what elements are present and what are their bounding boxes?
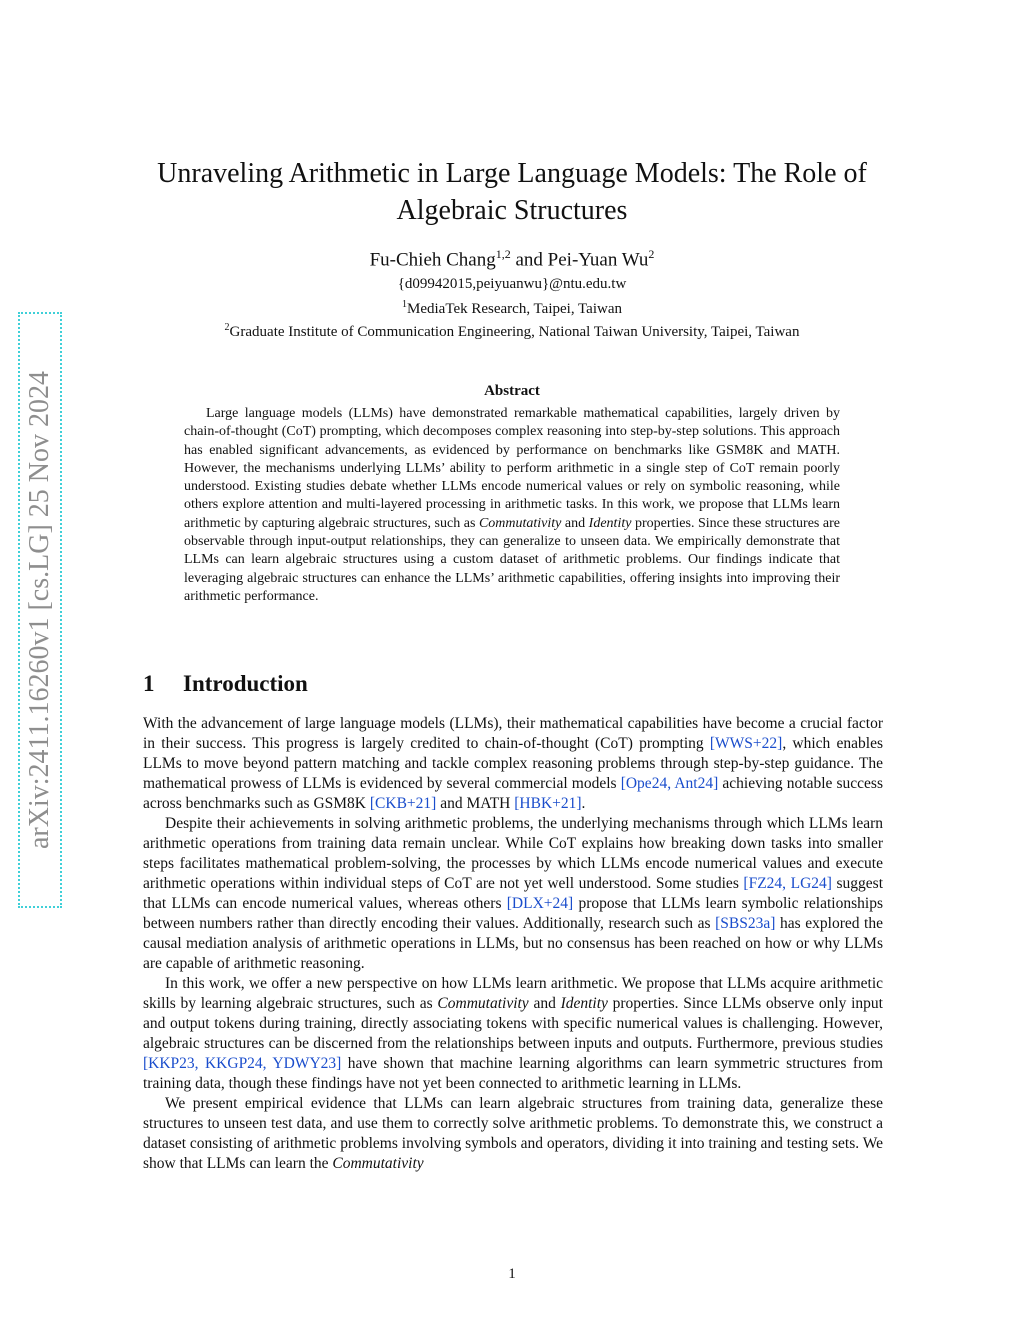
paragraph-text: Despite their achievements in solving arithmetic problems, the underlying mechanisms through which LLMs learn arithmetic operations from training data remain unclear. While CoT explains how breaking down tasks into smaller steps facilitates mathematical problem-solving, the processes by which LLMs encode numerical values and execute arithmetic operations within individual steps of CoT are not yet well understood. Some studies — [143, 815, 883, 892]
paragraph — [143, 1094, 883, 1174]
citation-link[interactable]: [CKB+21] — [369, 795, 437, 812]
arxiv-identifier[interactable]: arXiv:2411.16260v1 [cs.LG] 25 Nov 2024 — [24, 370, 55, 850]
author-name: Pei-Yuan Wu — [547, 249, 649, 271]
citation-link[interactable]: [SBS23a] — [715, 915, 776, 932]
author-conjunction: and — [515, 249, 543, 271]
paragraph-text: With the advancement of large language models (LLMs), their mathematical capabilities have become a crucial factor in their success. This progress is largely credited to chain-of-thought (CoT) prompting — [143, 715, 883, 752]
citation-link[interactable]: [HBK+21] — [514, 795, 582, 812]
author-email[interactable]: {d09942015,peiyuanwu}@ntu.edu.tw — [397, 276, 627, 292]
paragraph-text: achieving notable success across benchmarks such as GSM8K — [143, 775, 883, 812]
paragraph-text: have shown that machine learning algorithms can learn symmetric structures from training data, though these findings have not yet been connected to arithmetic learning in LLMs. — [143, 1055, 883, 1092]
paragraph-text: suggest that LLMs can encode numerical values, whereas others — [143, 875, 884, 912]
affiliation-mark: 2 — [224, 322, 230, 333]
emphasis-text: Commutativity — [332, 1155, 424, 1172]
citation-link[interactable]: [Ope24, Ant24] — [620, 775, 719, 792]
paragraph-text: In this work, we offer a new perspective on how LLMs learn arithmetic. We propose that LLMs acquire arithmetic skills by learning algebraic structures, such as — [143, 975, 883, 1012]
author-line — [140, 247, 884, 271]
paragraph-text: We present empirical evidence that LLMs can learn algebraic structures from training data, generalize these structures to unseen test data, and use them to correctly solve arithmetic problems. To demonstrate this, we construct a dataset consisting of arithmetic problems involving symbols and operators, dividing it into training and testing sets. We show that LLMs can learn the — [143, 1095, 883, 1172]
paragraph-text: and MATH — [436, 795, 515, 812]
abstract-body — [184, 405, 840, 606]
paragraph-text: properties. Since LLMs observe only input and output tokens during training, directly associating tokens with specific numerical values is challenging. However, algebraic structures can be discerned from the relationships between inputs and outputs. Furthermore, previous studies — [143, 995, 883, 1052]
paper-title: Unraveling Arithmetic in Large Language Models: The Role of Algebraic Structures — [157, 158, 867, 226]
paragraph-text: and — [528, 995, 561, 1012]
author-affiliation-mark: 2 — [648, 247, 655, 261]
affiliation-mark: 1 — [402, 299, 408, 310]
citation-link[interactable]: [WWS+22] — [709, 735, 783, 752]
section-heading — [143, 671, 308, 697]
paragraph — [143, 974, 883, 1094]
paragraph-text: . — [581, 795, 586, 812]
page-number: 1 — [508, 1266, 516, 1282]
citation-link[interactable]: [DLX+24] — [506, 895, 574, 912]
affiliation-text: MediaTek Research, Taipei, Taiwan — [407, 301, 622, 317]
section-title: Introduction — [183, 671, 308, 696]
affiliation-text: Graduate Institute of Communication Engineering, National Taiwan University, Taipei, Taiwan — [229, 324, 800, 340]
section-number: 1 — [143, 671, 155, 696]
abstract-text: Large language models (LLMs) have demonstrated remarkable mathematical capabilities, largely driven by chain-of-thought (CoT) prompting, which decomposes complex reasoning into step-by-step solutions. This approach has enabled significant advancements, as evidenced by performance on benchmarks like GSM8K and MATH. However, the mechanisms underlying LLMs’ ability to perform arithmetic in a single step of CoT remain poorly understood. Existing studies debate whether LLMs encode numerical values or rely on symbolic reasoning, while others explore attention and multi-layered processing in arithmetic tasks. In this work, we propose that LLMs learn arithmetic by capturing algebraic structures, such as — [184, 406, 840, 531]
emphasis-text: Commutativity — [437, 995, 529, 1012]
citation-link[interactable]: [KKP23, KKGP24, YDWY23] — [143, 1055, 342, 1072]
paragraph — [143, 814, 883, 974]
paragraph-text: has explored the causal mediation analysis of arithmetic operations in LLMs, but no consensus has been reached on how or why LLMs are capable of arithmetic reasoning. — [143, 915, 883, 972]
abstract-text: and — [561, 515, 589, 531]
abstract-heading: Abstract — [484, 383, 540, 399]
emphasis-text: Identity — [560, 995, 608, 1012]
author-name: Fu-Chieh Chang — [369, 249, 496, 271]
abstract-text: properties. Since these structures are observable through input-output relationships, they can generalize to unseen data. We empirically demonstrate that LLMs can learn algebraic structures using a custom dataset of arithmetic problems. Our findings indicate that leveraging algebraic structures can enhance the LLMs’ arithmetic capabilities, offering insights into improving their arithmetic performance. — [184, 515, 840, 604]
abstract-emphasis: Commutativity — [478, 515, 562, 531]
affiliation-2 — [140, 322, 884, 341]
introduction-body — [143, 714, 883, 1174]
abstract-emphasis: Identity — [588, 515, 632, 531]
author-affiliation-mark: 1,2 — [495, 247, 511, 261]
paragraph-text: , which enables LLMs to move beyond pattern matching and tackle complex reasoning problems through step-by-step guidance. The mathematical prowess of LLMs is evidenced by several commercial models — [143, 735, 883, 792]
citation-link[interactable]: [FZ24, LG24] — [743, 875, 832, 892]
paragraph — [143, 714, 883, 814]
affiliation-1 — [140, 299, 884, 318]
paragraph-text: propose that LLMs learn symbolic relationships between numbers rather than directly encoding their values. Additionally, research such as — [143, 895, 883, 932]
